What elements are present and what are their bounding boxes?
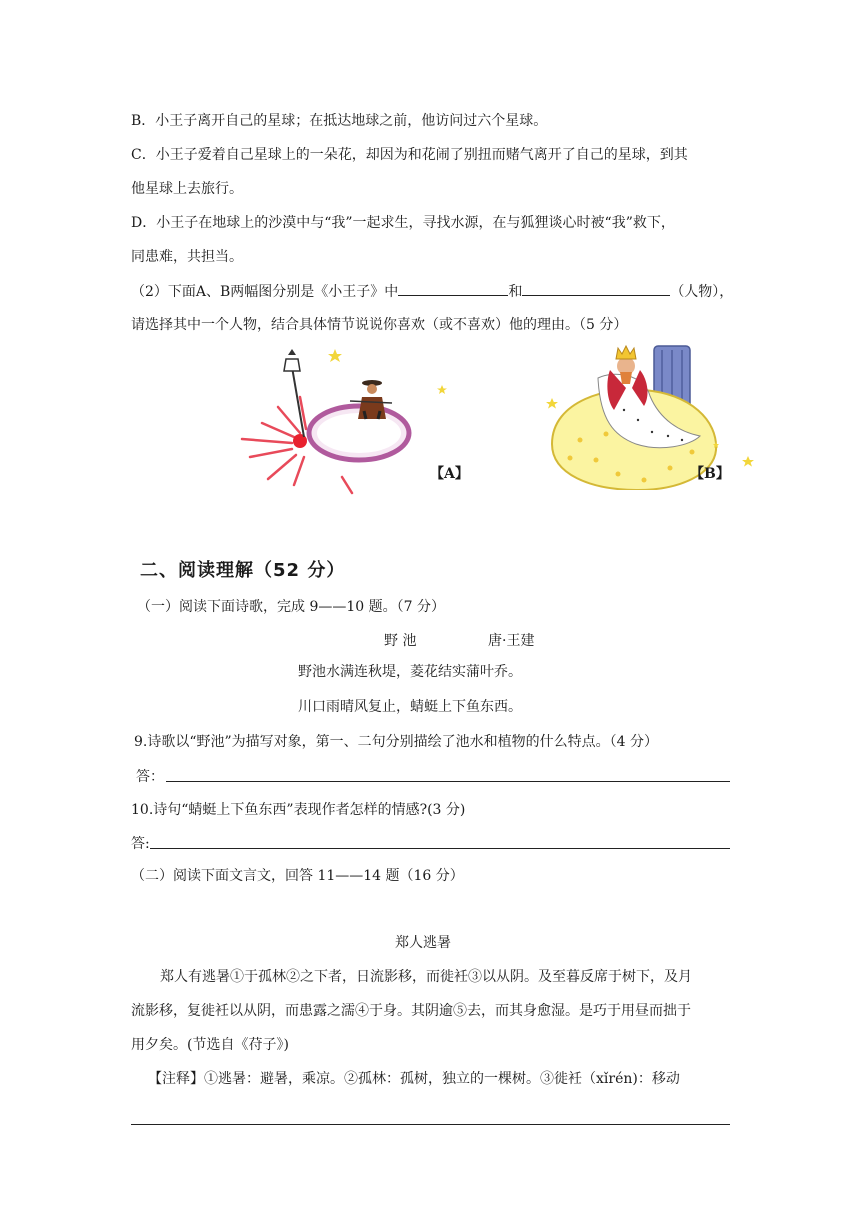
poem-line-2: 川口雨晴风复止，蜻蜓上下鱼东西。 [298, 699, 522, 715]
question-2-prefix: （2）下面A、B两幅图分别是《小王子》中 [131, 284, 399, 300]
question-2-line1 [131, 281, 733, 302]
question-9-answer-label: 答： [136, 769, 164, 785]
question-10-answer-label: 答: [131, 836, 150, 852]
question-10: 10.诗句“蜻蜓上下鱼东西”表现作者怎样的情感?(3 分) [131, 802, 466, 818]
question-9: 9.诗歌以“野池”为描写对象，第一、二句分别描绘了池水和植物的什么特点。（4 分） [134, 734, 659, 750]
question-9-answer-line[interactable] [166, 781, 730, 782]
prose-intro: （二）阅读下面文言文，回答 11——14 题（16 分） [131, 868, 464, 884]
poem-intro: （一）阅读下面诗歌，完成 9——10 题。（7 分） [137, 599, 445, 615]
choice-d-line2: 同患难，共担当。 [131, 249, 243, 265]
footer-divider [131, 1124, 730, 1125]
prose-paragraph-line2: 流影移，复徙衽以从阴，而患露之濡④于身。其阴逾⑤去，而其身愈湿。是巧于用昼而拙于 [131, 1003, 691, 1019]
choice-c-line2: 他星球上去旅行。 [131, 181, 243, 197]
section-2-heading: 二、阅读理解（52 分） [140, 560, 346, 581]
poem-title: 野 池 [384, 633, 417, 649]
figure-a-label: 【A】 [430, 466, 469, 482]
question-2-middle: 和 [508, 284, 523, 300]
poem-author: 唐·王建 [488, 633, 535, 649]
lamplighter-illustration [222, 345, 452, 495]
question-2-line2: 请选择其中一个人物，结合具体情节说说你喜欢（或不喜欢）他的理由。（5 分） [131, 317, 628, 333]
prose-notes: 【注释】①逃暑：避暑，乘凉。②孤林：孤树，独立的一棵树。③徙衽（xǐrén)：移动 [148, 1071, 680, 1087]
figure-b-label: 【B】 [690, 466, 730, 482]
prose-title: 郑人逃暑 [395, 935, 451, 951]
figure-a-lamplighter [222, 345, 452, 495]
choice-c-line1: C．小王子爱着自己星球上的一朵花，却因为和花闹了别扭而赌气离开了自己的星球，到其 [131, 147, 688, 163]
prose-paragraph-line1: 郑人有逃暑①于孤林②之下者，日流影移，而徙衽③以从阴。及至暮反席于树下，及月 [160, 969, 692, 985]
answer-blank-b[interactable] [522, 281, 670, 296]
poem-line-1: 野池水满连秋堤，菱花结实蒲叶乔。 [298, 664, 522, 680]
choice-d-line1: D．小王子在地球上的沙漠中与“我”一起求生，寻找水源，在与狐狸谈心时被“我”救下， [131, 215, 675, 231]
answer-blank-a[interactable] [398, 281, 508, 296]
choice-b: B．小王子离开自己的星球；在抵达地球之前，他访问过六个星球。 [131, 113, 548, 129]
prose-paragraph-line3: 用夕矣。(节选自《苻子》) [131, 1037, 289, 1053]
question-10-answer-line[interactable] [150, 848, 730, 849]
question-2-suffix: （人物）， [670, 284, 734, 300]
